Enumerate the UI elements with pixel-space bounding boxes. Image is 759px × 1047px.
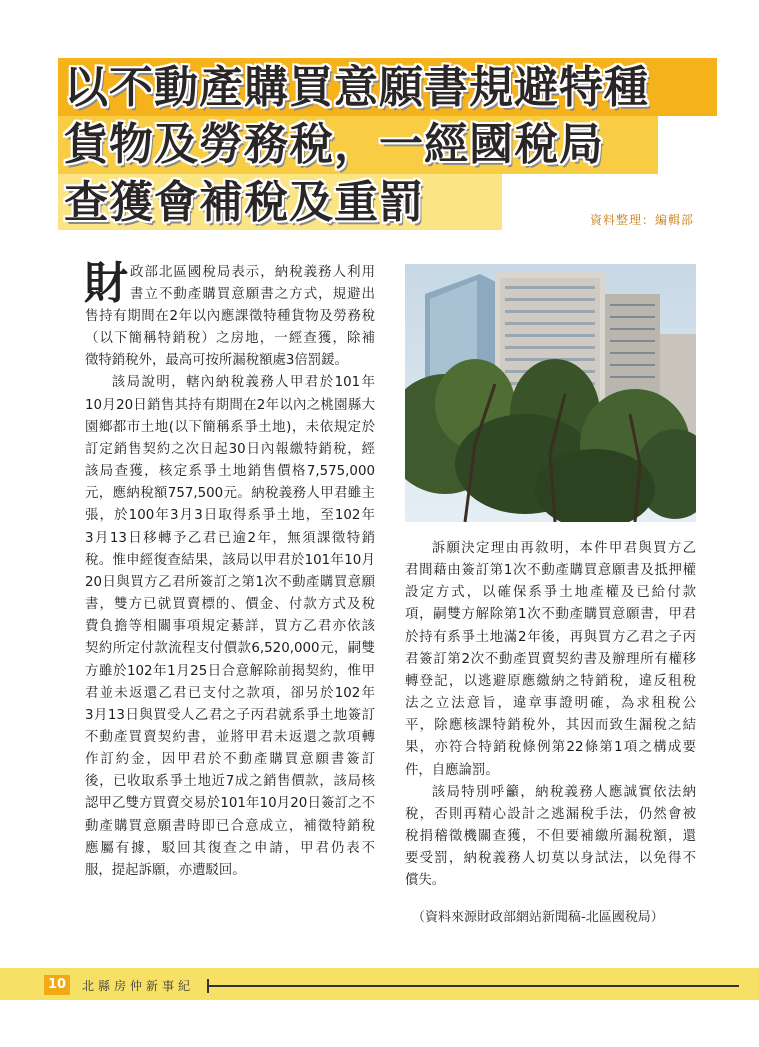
text-line: 10月20日銷售其持有期間在2年以內之桃園縣大 xyxy=(85,397,375,413)
paragraph xyxy=(85,372,375,882)
text-line: 動產購買意願書時即已合意成立，補徵特銷稅 xyxy=(85,818,375,834)
text-line: 方雖於102年1月25日合意解除前揭契約，惟甲 xyxy=(85,663,375,679)
text-line: 契約所定付款流程支付價款6,520,000元，嗣雙 xyxy=(85,641,375,657)
text-line: 3月13日與買受人乙君之子丙君就系爭土地簽訂 xyxy=(85,707,375,723)
text-line: 法之立法意旨，違章事證明確，為求租稅公 xyxy=(405,696,696,712)
article-credit: 資料整理：編輯部 xyxy=(590,213,695,227)
page-number: 10 xyxy=(44,975,70,995)
drop-cap: 財 xyxy=(84,258,128,309)
article-photo xyxy=(405,264,696,522)
text-line: 平，除應核課特銷稅外，其因而致生漏稅之結 xyxy=(405,718,696,734)
text-line: 該局查獲，核定系爭土地銷售價格7,575,000 xyxy=(85,464,375,480)
article-title-line-2: 貨物及勞務稅，一經國稅局 xyxy=(64,119,604,170)
magazine-name: 北縣房仲新事紀 xyxy=(82,979,195,993)
text-line: 項，嗣雙方解除第1次不動產購買意願書，甲君 xyxy=(405,607,696,623)
source-note: （資料來源財政部網站新聞稿-北區國稅局） xyxy=(412,910,664,925)
text-line: 不動產買賣契約書，並將甲君未返還之款項轉 xyxy=(85,729,375,745)
text-line: 該局說明，轄內納稅義務人甲君於101年 xyxy=(111,375,375,391)
text-line: 3月13日移轉予乙君已逾2年，無須課徵特銷 xyxy=(85,530,375,546)
text-line: 稅捐稽徵機關查獲，不但要補繳所漏稅額，還 xyxy=(405,829,696,845)
text-line: 徵特銷稅外，最高可按所漏稅額處3倍罰鍰。 xyxy=(85,353,348,369)
text-line: 該局特別呼籲，納稅義務人應誠實依法納 xyxy=(431,784,696,800)
text-line: 費負擔等相關事項規定綦詳，買方乙君亦依該 xyxy=(85,619,375,635)
text-line: 君簽訂第2次不動產買賣契約書及辦理所有權移 xyxy=(405,651,696,667)
text-line: 稅，否則再精心設計之逃漏稅手法，仍然會被 xyxy=(405,806,696,822)
text-line: 服，提起訴願，亦遭駁回。 xyxy=(85,862,246,878)
footer-rule xyxy=(209,985,739,987)
text-line: 稅。惟申經復查結果，該局以甲君於101年10月 xyxy=(85,552,375,568)
text-line: 書，雙方已就買賣標的、價金、付款方式及稅 xyxy=(85,597,375,613)
lead-line: 書立不動產購買意願書之方式，規避出 xyxy=(130,287,375,303)
text-line: 認甲乙雙方買賣交易於101年10月20日簽訂之不 xyxy=(85,796,375,812)
text-line: 件，自應論罰。 xyxy=(405,762,499,778)
lead-line: 政部北區國稅局表示，納稅義務人利用 xyxy=(130,265,375,280)
text-line: 20日與買方乙君所簽訂之第1次不動產購買意願 xyxy=(85,574,375,590)
text-line: 應屬有據，駁回其復查之申請，甲君仍表不 xyxy=(85,840,375,856)
text-line: 償失。 xyxy=(405,873,446,889)
text-line: 要受罰，納稅義務人切莫以身試法，以免得不 xyxy=(405,851,696,867)
text-line: 君並未返還乙君已支付之款項，卻另於102年 xyxy=(85,685,375,701)
paragraph xyxy=(85,306,375,372)
right-column xyxy=(405,538,696,893)
text-line: 元，應納稅額757,500元。納稅義務人甲君雖主 xyxy=(85,486,375,502)
text-line: 於持有系爭土地滿2年後，再與買方乙君之子丙 xyxy=(405,629,696,645)
buildings-photo xyxy=(405,264,696,522)
text-line: 訴願決定理由再敘明，本件甲君與買方乙 xyxy=(431,541,696,556)
text-line: 作訂約金，因甲君於不動產購買意願書簽訂 xyxy=(85,752,375,768)
text-line: 果，亦符合特銷稅條例第22條第1項之構成要 xyxy=(405,740,696,756)
text-line: 園鄉都市土地(以下簡稱系爭土地)，未依規定於 xyxy=(85,419,375,435)
article-title-line-1: 以不動產購買意願書規避特種 xyxy=(64,62,649,113)
paragraph xyxy=(405,782,696,893)
text-line: 張，於100年3月3日取得系爭土地，至102年 xyxy=(85,508,375,524)
text-line: 轉登記，以逃避原應繳納之特銷稅，違反租稅 xyxy=(405,673,696,689)
text-line: 售持有期間在2年以內應課徵特種貨物及勞務稅 xyxy=(85,309,375,324)
article-title-line-3: 查獲會補稅及重罰 xyxy=(64,177,424,228)
text-line: 設定方式，以確保系爭土地產權及已給付款 xyxy=(405,585,696,601)
text-line: 後，已收取系爭土地近7成之銷售價款，該局核 xyxy=(85,774,375,790)
paragraph xyxy=(405,538,696,782)
text-line: 君間藉由簽訂第1次不動產購買意願書及抵押權 xyxy=(405,563,696,579)
text-line: 訂定銷售契約之次日起30日內報繳特銷稅，經 xyxy=(85,441,375,457)
lead-text xyxy=(130,262,375,306)
text-line: （以下簡稱特銷稅）之房地，一經查獲，除補 xyxy=(85,331,375,347)
left-column xyxy=(85,306,375,882)
